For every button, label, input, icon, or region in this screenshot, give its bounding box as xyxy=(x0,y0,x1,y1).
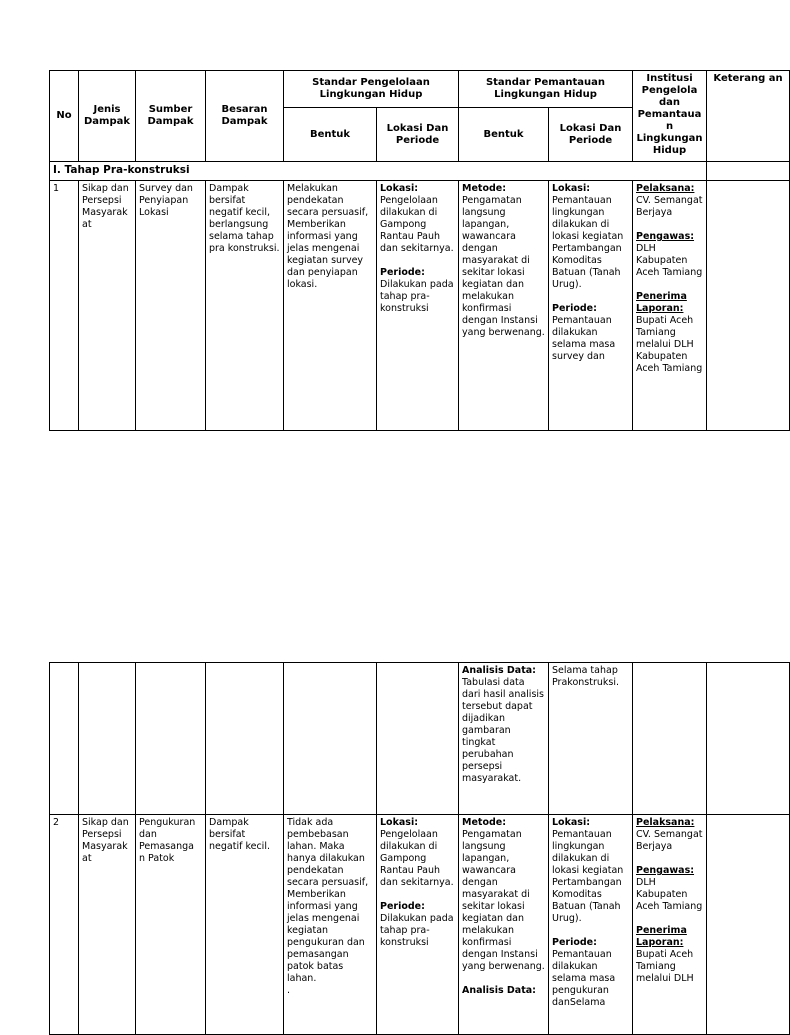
lokasi-pantau-text: Pemantauan lingkungan dilakukan di lokasi kegiatan Pertambangan Komoditas Batuan (Tanah Urug). xyxy=(552,829,624,924)
lokasi-pantau-label: Lokasi: xyxy=(552,817,591,828)
header-no: No xyxy=(50,71,79,162)
row-1-institusi xyxy=(633,181,707,431)
pelaksana-text: CV. Semangat Berjaya xyxy=(636,829,703,852)
header-besaran-dampak: Besaran Dampak xyxy=(206,71,284,162)
penerima-label: Penerima Laporan: xyxy=(636,925,687,948)
empty-cell xyxy=(707,162,790,181)
periode-label: Periode: xyxy=(380,901,425,912)
lokasi-text: Pengelolaan dilakukan di Gampong Rantau Pauh dan sekitarnya. xyxy=(380,829,454,888)
cont-bentuk-pemantauan xyxy=(459,663,549,815)
header-institusi: Institusi Pengelola dan Pemantaua n Lingkungan Hidup xyxy=(633,71,707,162)
rkl-rpl-table-page-1 xyxy=(49,70,790,431)
row-1-lokasi-periode-pengelolaan xyxy=(377,181,459,431)
bentuk-kelola-dot: . xyxy=(287,985,291,996)
header-lokasi-periode-pemantauan: Lokasi Dan Periode xyxy=(549,108,633,162)
metode-text: Pengamatan langsung lapangan, wawancara dengan masyarakat di sekitar lokasi kegiatan dan melakukan konfirmasi dengan Instansi yang berwenang. xyxy=(462,829,545,972)
cont-bentuk-pengelolaan xyxy=(284,663,377,815)
cont-jenis xyxy=(79,663,136,815)
header-jenis-dampak: Jenis Dampak xyxy=(79,71,136,162)
section-title-pra-konstruksi: I. Tahap Pra-konstruksi xyxy=(50,162,707,181)
periode-label: Periode: xyxy=(380,267,425,278)
row-1-besaran-dampak: Dampak bersifat negatif kecil, berlangsung selama tahap pra konstruksi. xyxy=(206,181,284,431)
periode-pantau-text: Pemantauan dilakukan selama masa survey dan xyxy=(552,315,616,362)
row-1-jenis-dampak: Sikap dan Persepsi Masyarak at xyxy=(79,181,136,431)
metode-label: Metode: xyxy=(462,817,507,828)
penerima-label: Penerima Laporan: xyxy=(636,291,687,314)
cont-keterangan xyxy=(707,663,790,815)
lokasi-label: Lokasi: xyxy=(380,183,419,194)
cont-besaran xyxy=(206,663,284,815)
row-2-institusi xyxy=(633,815,707,1035)
row-2-lokasi-periode-pemantauan xyxy=(549,815,633,1035)
periode-text: Dilakukan pada tahap pra-konstruksi xyxy=(380,913,454,948)
penerima-text: Bupati Aceh Tamiang melalui DLH xyxy=(636,949,694,984)
penerima-text: Bupati Aceh Tamiang melalui DLH Kabupaten Aceh Tamiang xyxy=(636,315,703,374)
pengawas-text: DLH Kabupaten Aceh Tamiang xyxy=(636,877,703,912)
row-2-bentuk-pemantauan xyxy=(459,815,549,1035)
row-2-jenis-dampak: Sikap dan Persepsi Masyarak at xyxy=(79,815,136,1035)
metode-label: Metode: xyxy=(462,183,507,194)
row-2-no: 2 xyxy=(50,815,79,1035)
metode-text: Pengamatan langsung lapangan, wawancara dengan masyarakat di sekitar lokasi kegiatan dan melakukan konfirmasi dengan Instansi yang berwenang. xyxy=(462,195,545,338)
header-lokasi-periode-pengelolaan: Lokasi Dan Periode xyxy=(377,108,459,162)
cont-no xyxy=(50,663,79,815)
pelaksana-label: Pelaksana: xyxy=(636,817,695,828)
periode-pantau-label: Periode: xyxy=(552,937,597,948)
row-1-sumber-dampak: Survey dan Penyiapan Lokasi xyxy=(136,181,206,431)
cont-lokasi-pengelolaan xyxy=(377,663,459,815)
header-standar-pemantauan: Standar Pemantauan Lingkungan Hidup xyxy=(459,71,633,108)
periode-pantau-text: Pemantauan dilakukan selama masa pengukuran danSelama xyxy=(552,949,616,1008)
row-1-bentuk-pemantauan xyxy=(459,181,549,431)
row-1-bentuk-pengelolaan: Melakukan pendekatan secara persuasif, Memberikan informasi yang jelas mengenai kegiatan survey dan penyiapan lokasi. xyxy=(284,181,377,431)
pengawas-label: Pengawas: xyxy=(636,865,695,876)
pengawas-text: DLH Kabupaten Aceh Tamiang xyxy=(636,243,703,278)
analisis-label: Analisis Data: xyxy=(462,985,536,996)
bentuk-kelola-text: Tidak ada pembebasan lahan. Maka hanya dilakukan pendekatan secara persuasif, Memberikan informasi yang jelas mengenai kegiatan pengukuran dan pemasangan patok batas lahan. xyxy=(287,817,369,984)
rkl-rpl-table-page-2 xyxy=(49,662,790,1035)
pengawas-label: Pengawas: xyxy=(636,231,695,242)
lokasi-label: Lokasi: xyxy=(380,817,419,828)
row-1-lokasi-periode-pemantauan xyxy=(549,181,633,431)
analisis-label: Analisis Data: xyxy=(462,665,536,676)
lokasi-text: Pengelolaan dilakukan di Gampong Rantau Pauh dan sekitarnya. xyxy=(380,195,454,254)
analisis-text: Tabulasi data dari hasil analisis tersebut dapat dijadikan gambaran tingkat perubahan persepsi masyarakat. xyxy=(462,677,544,784)
row-2-lokasi-periode-pengelolaan xyxy=(377,815,459,1035)
row-1-no: 1 xyxy=(50,181,79,431)
lokasi-pantau-label: Lokasi: xyxy=(552,183,591,194)
cont-lokasi-pemantauan: Selama tahap Prakonstruksi. xyxy=(549,663,633,815)
header-standar-pengelolaan: Standar Pengelolaan Lingkungan Hidup xyxy=(284,71,459,108)
row-1-keterangan xyxy=(707,181,790,431)
pelaksana-label: Pelaksana: xyxy=(636,183,695,194)
header-sumber-dampak: Sumber Dampak xyxy=(136,71,206,162)
header-bentuk-pemantauan: Bentuk xyxy=(459,108,549,162)
cont-institusi xyxy=(633,663,707,815)
header-bentuk-pengelolaan: Bentuk xyxy=(284,108,377,162)
lokasi-pantau-text: Pemantauan lingkungan dilakukan di lokasi kegiatan Pertambangan Komoditas Batuan (Tanah Urug). xyxy=(552,195,624,290)
row-2-besaran-dampak: Dampak bersifat negatif kecil. xyxy=(206,815,284,1035)
row-2-keterangan xyxy=(707,815,790,1035)
pelaksana-text: CV. Semangat Berjaya xyxy=(636,195,703,218)
periode-pantau-label: Periode: xyxy=(552,303,597,314)
row-2-sumber-dampak: Pengukuran dan Pemasanga n Patok xyxy=(136,815,206,1035)
header-keterangan: Keterang an xyxy=(707,71,790,162)
row-2-bentuk-pengelolaan xyxy=(284,815,377,1035)
cont-sumber xyxy=(136,663,206,815)
periode-text: Dilakukan pada tahap pra-konstruksi xyxy=(380,279,454,314)
